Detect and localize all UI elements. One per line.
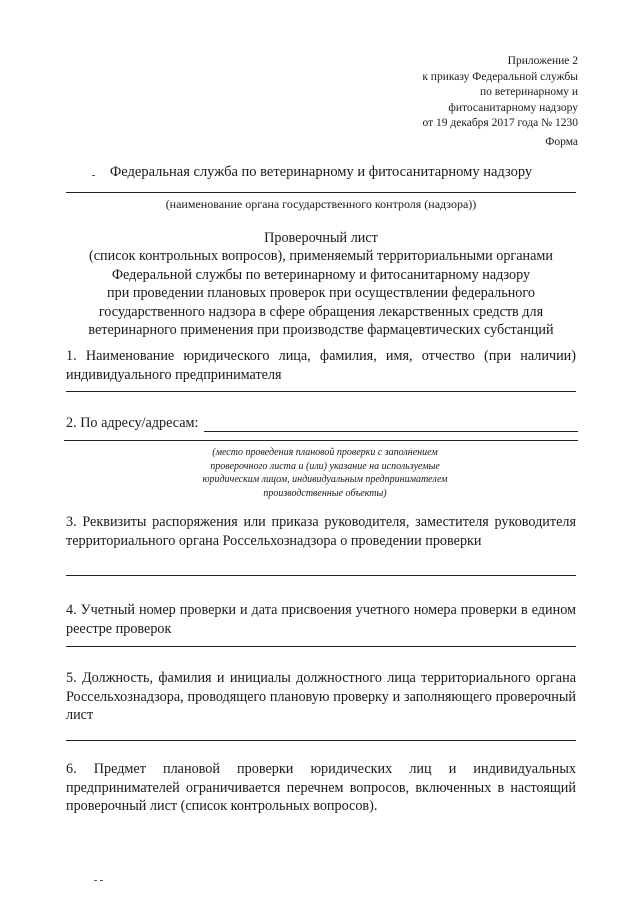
- item-4-fill-line[interactable]: [66, 646, 576, 647]
- item-4-text: 4. Учетный номер проверки и дата присвоения учетного номера проверки в едином реестре проверок: [66, 602, 576, 637]
- address-note: [170, 446, 480, 500]
- form-label: Форма: [545, 136, 578, 148]
- address-fill-line[interactable]: [204, 417, 578, 432]
- note-line: производственные объекты): [263, 487, 387, 499]
- agency-caption: (наименование органа государственного контроля (надзора)): [165, 197, 477, 211]
- appendix-header: [378, 54, 578, 132]
- appendix-line: Приложение 2: [507, 55, 578, 67]
- title-line: при проведении плановых проверок при осуществлении федерального: [107, 285, 535, 302]
- document-title: [66, 229, 576, 339]
- note-line: юридическим лицом, индивидуальным предпринимателем: [202, 474, 448, 486]
- item-6-text: 6. Предмет плановой проверки юридических лиц и индивидуальных предпринимателей ограничивается перечнем вопросов, включенных в настоящий проверочный лист (список контрольных вопросов).: [66, 761, 576, 815]
- appendix-line: фитосанитарному надзору: [448, 101, 578, 114]
- item-2-label: 2. По адресу/адресам:: [66, 415, 199, 431]
- agency-name: Федеральная служба по ветеринарному и фитосанитарному надзору: [109, 164, 533, 180]
- title-line: Проверочный лист: [264, 230, 378, 246]
- agency-underline: [66, 192, 576, 193]
- item-2-row: [66, 415, 578, 432]
- scan-mark: [100, 880, 103, 881]
- item-1-fill-line[interactable]: [66, 391, 576, 392]
- address-second-line[interactable]: [64, 440, 578, 441]
- item-5-fill-line[interactable]: [66, 740, 576, 741]
- note-line: (место проведения плановой проверки с заполнением: [212, 447, 438, 458]
- scan-mark: [94, 880, 97, 881]
- item-1-text: 1. Наименование юридического лица, фамилия, имя, отчество (при наличии) индивидуального предпринимателя: [66, 348, 576, 383]
- item-5-text: 5. Должность, фамилия и инициалы должностного лица территориального органа Россельхознадзора, проводящего плановую проверку и заполняющего проверочный лист: [66, 670, 576, 724]
- title-line: Федеральной службы по ветеринарному и фитосанитарному надзору: [111, 266, 531, 283]
- item-3-fill-line[interactable]: [66, 575, 576, 576]
- title-line: государственного надзора в сфере обращения лекарственных средств для: [98, 303, 544, 320]
- title-line: (список контрольных вопросов), применяемый территориальными органами: [89, 248, 553, 265]
- note-line: проверочного листа и (или) указание на используемые: [210, 460, 440, 472]
- appendix-line: по ветеринарному и: [479, 86, 578, 98]
- item-3-text: 3. Реквизиты распоряжения или приказа руководителя, заместителя руководителя территориального органа Россельхознадзора о проведении проверки: [66, 514, 576, 549]
- appendix-line: к приказу Федеральной службы: [422, 70, 578, 83]
- title-line: ветеринарного применения при производстве фармацевтических субстанций: [88, 322, 554, 339]
- appendix-line: от 19 декабря 2017 года № 1230: [422, 117, 578, 129]
